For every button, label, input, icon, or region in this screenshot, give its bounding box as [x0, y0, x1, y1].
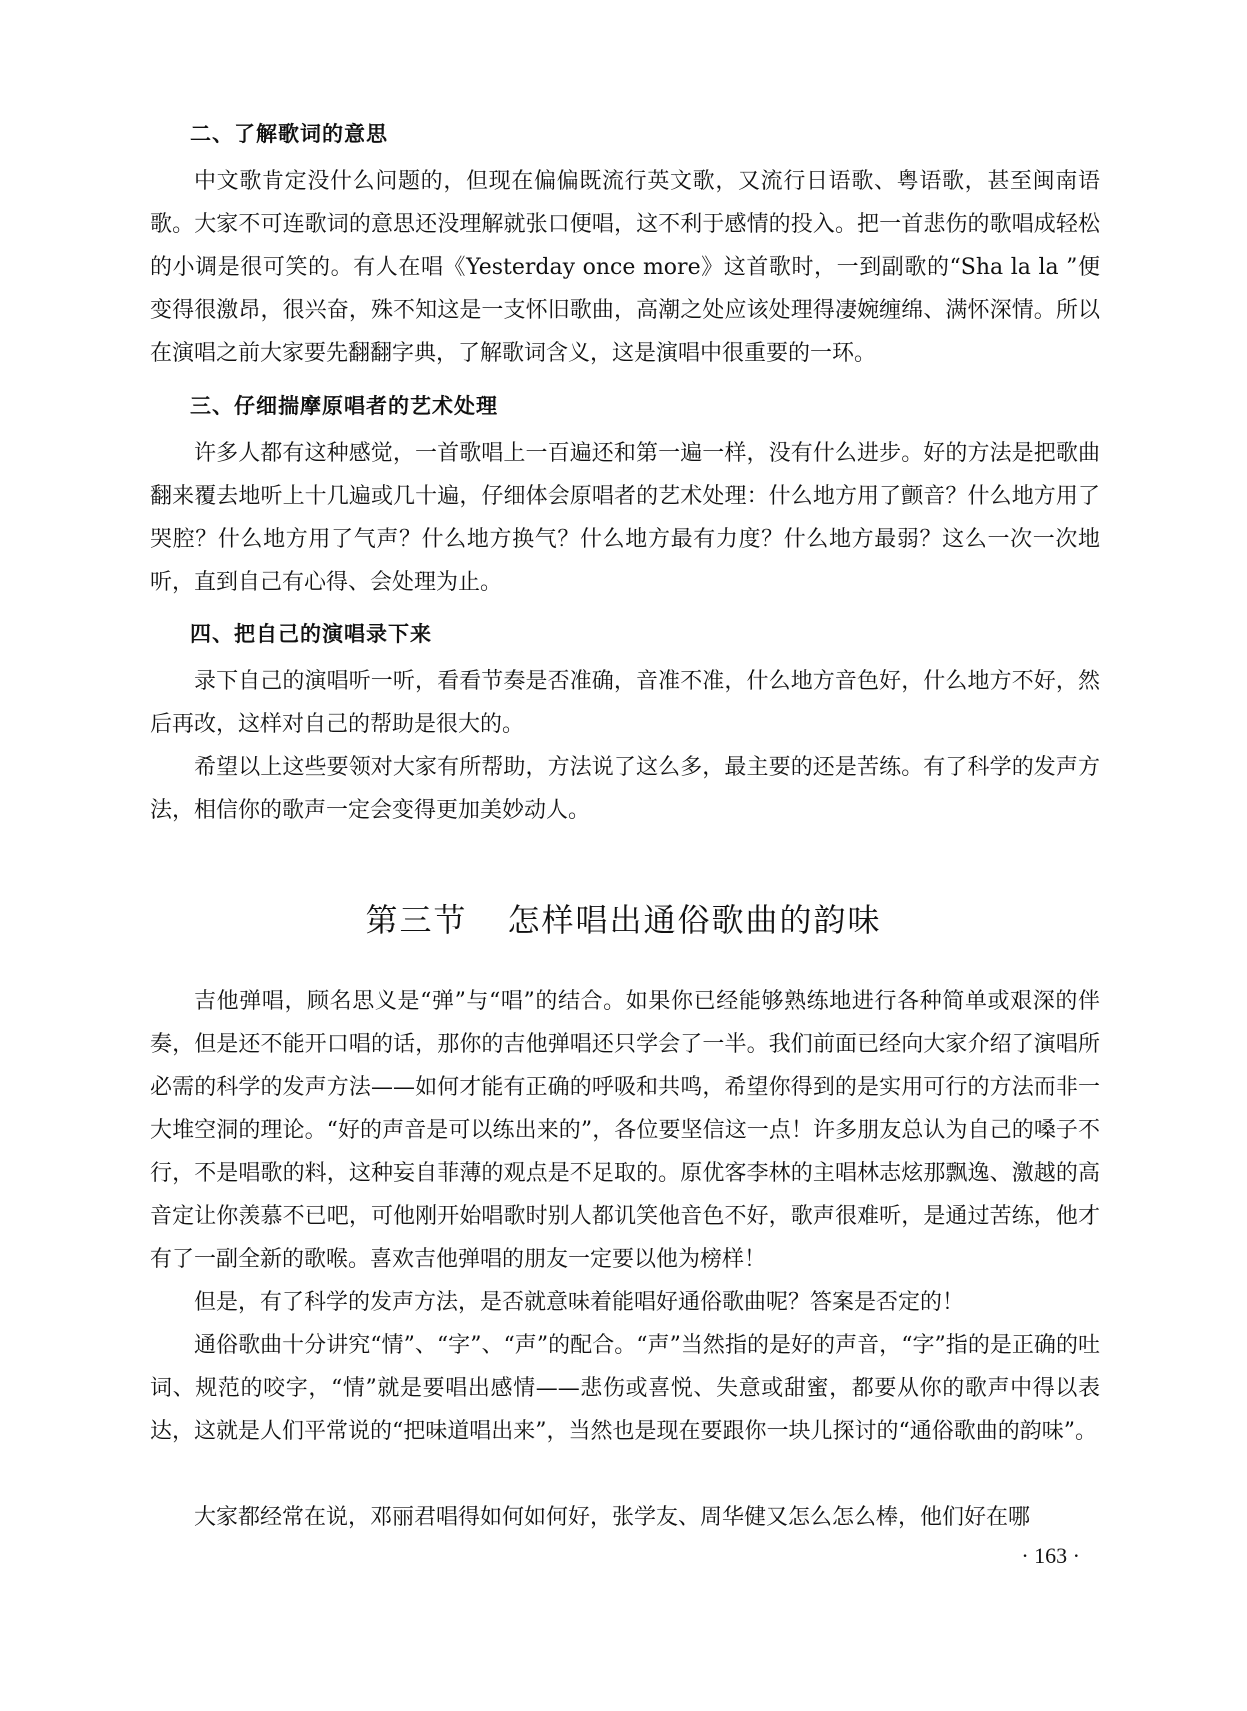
- paragraph-understand-lyrics: 中文歌肯定没什么问题的，但现在偏偏既流行英文歌，又流行日语歌、粤语歌，甚至闽南语歌。大家不可连歌词的意思还没理解就张口便唱，这不利于感情的投入。把一首悲伤的歌唱成轻松的小调是很可笑的。有人在唱《Yesterday once more》这首歌时，一到副歌的“Sha la la ”便变得很激昂，很兴奋，殊不知这是一支怀旧歌曲，高潮之处应该处理得凄婉缠绵、满怀深情。所以在演唱之前大家要先翻翻字典，了解歌词含义，这是演唱中很重要的一环。: [150, 169, 1100, 366]
- page-number: · 163 ·: [1021, 1543, 1080, 1568]
- paragraph-emotion-word-voice: 通俗歌曲十分讲究“情”、“字”、“声”的配合。“声”当然指的是好的声音，“字”指的是正确的吐词、规范的咬字，“情”就是要唱出感情——悲伤或喜悦、失意或甜蜜，都要从你的歌声中得以表达，这就是人们平常说的“把味道唱出来”，当然也是现在要跟你一块儿探讨的“通俗歌曲的韵味”。: [150, 1333, 1100, 1444]
- heading-understand-lyrics: 二、了解歌词的意思: [190, 122, 388, 146]
- section-number: 第三节: [365, 901, 468, 939]
- paragraph-study-original-singer: 许多人都有这种感觉，一首歌唱上一百遍还和第一遍一样，没有什么进步。好的方法是把歌曲翻来覆去地听上十几遍或几十遍，仔细体会原唱者的艺术处理：什么地方用了颤音？什么地方用了哭腔？什么地方用了气声？什么地方换气？什么地方最有力度？什么地方最弱？这么一次一次地听，直到自己有心得、会处理为止。: [150, 441, 1100, 595]
- paragraph-question: 但是，有了科学的发声方法，是否就意味着能唱好通俗歌曲呢？答案是否定的！: [194, 1290, 965, 1315]
- paragraph-record-yourself: 录下自己的演唱听一听，看看节奏是否准确，音准不准，什么地方音色好，什么地方不好，然后再改，这样对自己的帮助是很大的。: [150, 669, 1100, 737]
- section-title-text: 怎样唱出通俗歌曲的韵味: [507, 901, 882, 939]
- heading-study-original-singer: 三、仔细揣摩原唱者的艺术处理: [190, 394, 498, 418]
- paragraph-famous-singers: 大家都经常在说，邓丽君唱得如何如何好，张学友、周华健又怎么怎么棒，他们好在哪: [194, 1505, 1031, 1530]
- heading-record-yourself: 四、把自己的演唱录下来: [190, 622, 432, 646]
- paragraph-guitar-singing: 吉他弹唱，顾名思义是“弹”与“唱”的结合。如果你已经能够熟练地进行各种简单或艰深的伴奏，但是还不能开口唱的话，那你的吉他弹唱还只学会了一半。我们前面已经向大家介绍了演唱所必需的科学的发声方法——如何才能有正确的呼吸和共鸣，希望你得到的是实用可行的方法而非一大堆空洞的理论。“好的声音是可以练出来的”，各位要坚信这一点！许多朋友总认为自己的嗓子不行，不是唱歌的料，这种妄自菲薄的观点是不足取的。原优客李林的主唱林志炫那飘逸、激越的高音定让你羡慕不已吧，可他刚开始唱歌时别人都讥笑他音色不好，歌声很难听，是通过苦练，他才有了一副全新的歌喉。喜欢吉他弹唱的朋友一定要以他为榜样！: [150, 989, 1100, 1272]
- paragraph-closing-advice: 希望以上这些要领对大家有所帮助，方法说了这么多，最主要的还是苦练。有了科学的发声方法，相信你的歌声一定会变得更加美妙动人。: [150, 755, 1100, 823]
- section-title: [0, 895, 1247, 941]
